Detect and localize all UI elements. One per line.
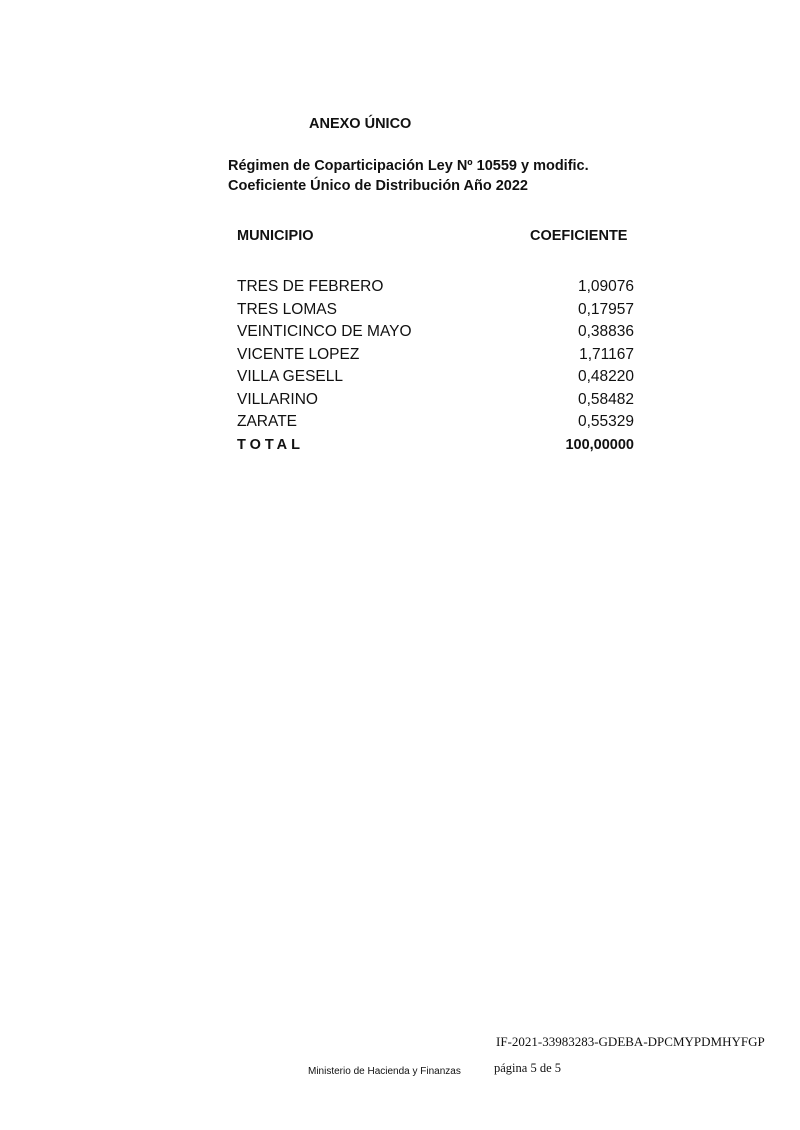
municipio-name: VILLARINO [237,390,318,408]
document-id: IF-2021-33983283-GDEBA-DPCMYPDMHYFGP [496,1034,765,1049]
table-row [237,299,634,322]
annex-title: ANEXO ÚNICO [309,116,412,132]
coefficient-table [237,276,634,456]
page-number: página 5 de 5 [494,1061,561,1075]
column-header-coeficiente: COEFICIENTE [530,228,628,244]
coefficient-value: 0,17957 [577,300,634,318]
regime-subtitle: Régimen de Coparticipación Ley Nº 10559 y modific. [228,158,589,174]
table-row [237,344,634,367]
municipio-name: ZARATE [237,413,297,430]
total-value: 100,00000 [565,436,634,453]
coefficient-subtitle: Coeficiente Único de Distribución Año 2022 [228,178,528,194]
coefficient-value: 1,09076 [577,278,634,295]
municipio-name: TRES DE FEBRERO [237,278,384,295]
table-row [237,411,634,434]
table-row [237,366,634,389]
table-row [237,321,634,344]
coefficient-value: 0,38836 [577,323,634,340]
coefficient-value: 0,55329 [577,413,634,430]
table-row [237,389,634,412]
municipio-name: VILLA GESELL [237,368,343,385]
coefficient-value: 1,71167 [579,345,634,363]
coefficient-value: 0,58482 [577,390,634,408]
municipio-name: VEINTICINCO DE MAYO [237,323,412,340]
municipio-name: VICENTE LOPEZ [237,345,360,363]
table-row [237,276,634,299]
total-label: TOTAL [237,436,304,453]
total-row [237,434,634,456]
coefficient-value: 0,48220 [577,368,634,385]
municipio-name: TRES LOMAS [237,300,337,318]
column-header-municipio: MUNICIPIO [237,228,314,244]
footer-ministry: Ministerio de Hacienda y Finanzas [308,1066,461,1077]
